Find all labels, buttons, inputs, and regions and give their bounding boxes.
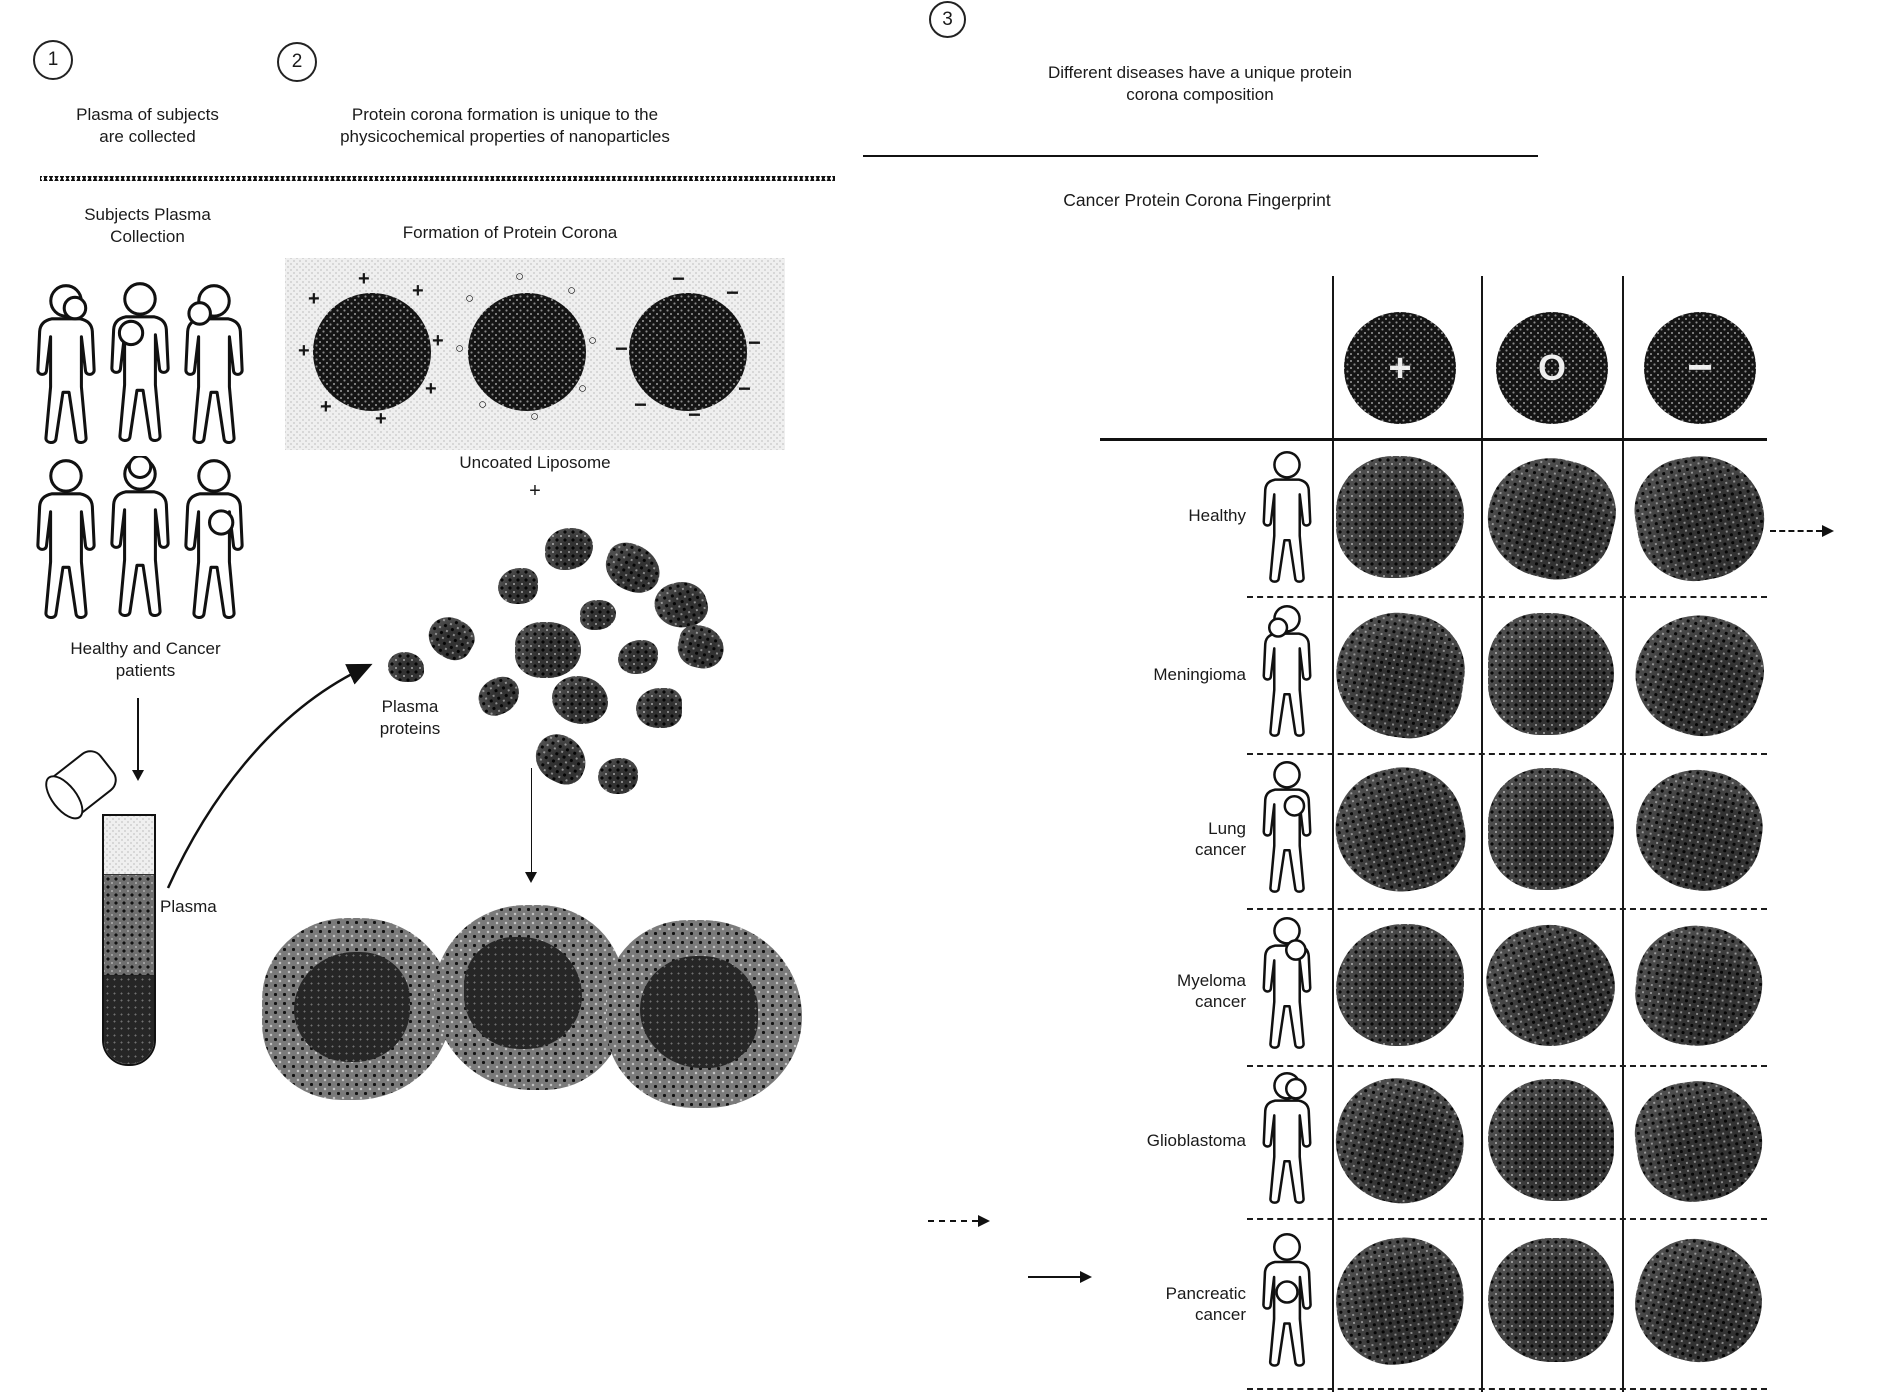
subject-figure-2 bbox=[100, 281, 180, 453]
subject-figure-1 bbox=[26, 283, 106, 455]
fingerprint-spot bbox=[1488, 768, 1614, 890]
patients-caption: Healthy and Cancer patients bbox=[70, 639, 221, 680]
plasma-protein-blob bbox=[674, 622, 728, 673]
plasma-proteins-label: Plasma proteins bbox=[379, 697, 441, 738]
neutral-symbol: ○ bbox=[530, 408, 540, 425]
neutral-symbol: ○ bbox=[478, 396, 488, 413]
neutral-symbol: ○ bbox=[465, 290, 475, 307]
panel2-step-caption: Protein corona formation is unique to the physicochemical properties of nanoparticles bbox=[340, 105, 670, 146]
dashed-arrow-healthy-row bbox=[1770, 530, 1822, 532]
minus-charge-symbol: − bbox=[615, 336, 628, 361]
panel3-step-caption: Different diseases have a unique protein corona composition bbox=[1048, 63, 1352, 104]
plasma-protein-blob bbox=[636, 688, 682, 728]
grid-row-separator bbox=[1247, 596, 1767, 598]
row-figure-lung-cancer bbox=[1254, 760, 1320, 902]
tube-plasma-layer bbox=[104, 816, 154, 875]
plus-charge-symbol: + bbox=[425, 378, 437, 400]
subjects-plasma-title: Subjects Plasma Collection bbox=[84, 205, 211, 246]
plasma-protein-blob bbox=[580, 600, 616, 630]
plasma-protein-blob bbox=[498, 568, 538, 604]
tumor-marker bbox=[64, 297, 86, 319]
formation-title: Formation of Protein Corona bbox=[402, 223, 618, 242]
step-3-badge bbox=[929, 1, 966, 38]
step-1-badge bbox=[33, 40, 73, 80]
grid-vline bbox=[1481, 276, 1483, 1392]
step-3-number: 3 bbox=[942, 8, 953, 30]
grid-row-separator bbox=[1247, 908, 1767, 910]
tube-cap bbox=[40, 743, 123, 823]
neutral-symbol: ○ bbox=[515, 268, 525, 285]
corona-coated-liposome bbox=[434, 905, 624, 1090]
cationic-liposome bbox=[313, 293, 431, 411]
fingerprint-spot bbox=[1336, 924, 1464, 1046]
column-header-neutral bbox=[1496, 312, 1608, 424]
plasma-protein-blob bbox=[421, 609, 481, 667]
row-figure-meningioma bbox=[1254, 604, 1320, 746]
down-arrow-to-coronas bbox=[531, 768, 532, 872]
corona-coated-liposome bbox=[262, 918, 452, 1100]
tumor-marker bbox=[1286, 940, 1305, 959]
subject-figure-6 bbox=[174, 458, 254, 630]
fingerprint-spot bbox=[1488, 1238, 1614, 1362]
grid-row-separator bbox=[1247, 1218, 1767, 1220]
minus-charge-symbol: − bbox=[672, 266, 685, 291]
fingerprint-spot bbox=[1488, 1079, 1614, 1201]
neutral-column-symbol: O bbox=[1537, 347, 1566, 388]
tumor-marker bbox=[1269, 619, 1287, 637]
neutral-symbol: ○ bbox=[567, 282, 577, 299]
plasma-protein-blob bbox=[552, 676, 608, 724]
plus-charge-symbol: + bbox=[358, 268, 370, 290]
row-label-glioblastoma: Glioblastoma bbox=[1146, 1131, 1246, 1150]
tumor-marker bbox=[1277, 1282, 1298, 1303]
plasma-protein-blob bbox=[545, 528, 593, 570]
plasma-protein-blob bbox=[618, 640, 658, 674]
plasma-protein-blob bbox=[598, 758, 638, 794]
corona-coated-liposome bbox=[606, 920, 802, 1108]
plus-charge-symbol: + bbox=[412, 280, 424, 302]
fingerprint-spot bbox=[1628, 1073, 1769, 1209]
grid-vline bbox=[1622, 276, 1624, 1392]
fingerprint-spot bbox=[1325, 756, 1476, 904]
plus-charge-symbol: + bbox=[432, 330, 444, 352]
plus-column-symbol: + bbox=[1388, 345, 1412, 390]
fingerprint-spot bbox=[1336, 456, 1464, 578]
neutral-symbol: ○ bbox=[588, 332, 598, 349]
neutral-symbol: ○ bbox=[455, 340, 465, 357]
minus-charge-symbol: − bbox=[748, 330, 761, 355]
curved-arrow-to-proteins bbox=[150, 636, 385, 898]
arrow-to-pancreatic-row bbox=[1028, 1276, 1080, 1278]
fingerprint-spot bbox=[1488, 613, 1614, 735]
grid-vline bbox=[1332, 276, 1334, 1392]
plus-charge-symbol: + bbox=[308, 288, 320, 310]
plasma-protein-blob bbox=[388, 652, 424, 682]
plasma-protein-blob bbox=[528, 727, 595, 791]
subject-figure-5 bbox=[100, 456, 180, 628]
plus-charge-symbol: + bbox=[298, 340, 310, 362]
fingerprint-spot bbox=[1330, 1232, 1470, 1371]
fingerprint-spot bbox=[1623, 1227, 1775, 1376]
row-figure-healthy bbox=[1254, 450, 1320, 592]
tumor-marker bbox=[119, 321, 142, 344]
minus-column-symbol: − bbox=[1687, 343, 1713, 392]
grid-row-separator bbox=[1247, 753, 1767, 755]
fingerprint-spot bbox=[1475, 445, 1626, 592]
plus-charge-symbol: + bbox=[320, 396, 332, 418]
plasma-protein-blob bbox=[515, 622, 581, 678]
fingerprint-spot bbox=[1626, 446, 1774, 590]
step-2-number: 2 bbox=[291, 51, 303, 72]
row-figure-pancreatic-cancer bbox=[1254, 1230, 1320, 1378]
tube-buffy-layer bbox=[104, 875, 154, 976]
row-label-healthy: Healthy bbox=[1188, 506, 1246, 525]
fingerprint-table-title: Cancer Protein Corona Fingerprint bbox=[1063, 190, 1331, 210]
tumor-marker bbox=[1285, 796, 1304, 815]
row-label-meningioma: Meningioma bbox=[1153, 665, 1246, 684]
fingerprint-spot bbox=[1630, 920, 1768, 1053]
uncoated-liposome-label: Uncoated Liposome bbox=[459, 453, 611, 472]
panel3-underline bbox=[863, 155, 1538, 157]
subject-figure-4 bbox=[26, 458, 106, 630]
minus-charge-symbol: − bbox=[634, 392, 647, 417]
tumor-marker bbox=[189, 303, 211, 325]
tumor-marker bbox=[1286, 1079, 1305, 1098]
row-label-myeloma-cancer: Myeloma cancer bbox=[1177, 971, 1246, 1011]
plasma-tube bbox=[102, 814, 156, 1066]
row-figure-glioblastoma bbox=[1254, 1071, 1320, 1213]
tumor-marker bbox=[129, 456, 151, 478]
fingerprint-spot bbox=[1474, 909, 1629, 1061]
row-label-lung-cancer: Lung cancer bbox=[1194, 819, 1246, 859]
grid-row-separator bbox=[1247, 1065, 1767, 1067]
section-divider-wavy-line bbox=[40, 176, 835, 181]
fingerprint-spot bbox=[1325, 1067, 1476, 1215]
step-1-number: 1 bbox=[47, 49, 59, 70]
down-arrow-to-tube bbox=[137, 698, 139, 770]
column-header-anionic bbox=[1644, 312, 1756, 424]
minus-charge-symbol: − bbox=[738, 376, 751, 401]
plasma-protein-blob bbox=[599, 537, 667, 599]
minus-charge-symbol: − bbox=[688, 402, 701, 427]
fingerprint-spot bbox=[1328, 605, 1472, 746]
neutral-liposome bbox=[468, 293, 586, 411]
grid-row-separator bbox=[1247, 1388, 1767, 1390]
step-2-badge bbox=[277, 42, 317, 82]
tumor-marker bbox=[210, 511, 233, 534]
tube-cell-layer bbox=[104, 976, 154, 1066]
plasma-tube-label: Plasma bbox=[160, 897, 217, 916]
row-figure-myeloma-cancer bbox=[1254, 916, 1320, 1058]
grid-header-line bbox=[1100, 438, 1767, 441]
fingerprint-spot bbox=[1627, 760, 1772, 900]
row-label-pancreatic-cancer: Pancreatic cancer bbox=[1165, 1284, 1246, 1324]
fingerprint-spot bbox=[1621, 598, 1778, 751]
plus-operator: + bbox=[529, 480, 541, 502]
plasma-protein-blob bbox=[473, 672, 525, 720]
neutral-symbol: ○ bbox=[578, 380, 588, 397]
dashed-arrow-to-fingerprint bbox=[928, 1220, 978, 1222]
plus-charge-symbol: + bbox=[375, 408, 387, 430]
panel1-step-caption: Plasma of subjects are collected bbox=[76, 105, 219, 146]
minus-charge-symbol: − bbox=[726, 280, 739, 305]
column-header-cationic bbox=[1344, 312, 1456, 424]
subject-figure-3 bbox=[174, 283, 254, 455]
